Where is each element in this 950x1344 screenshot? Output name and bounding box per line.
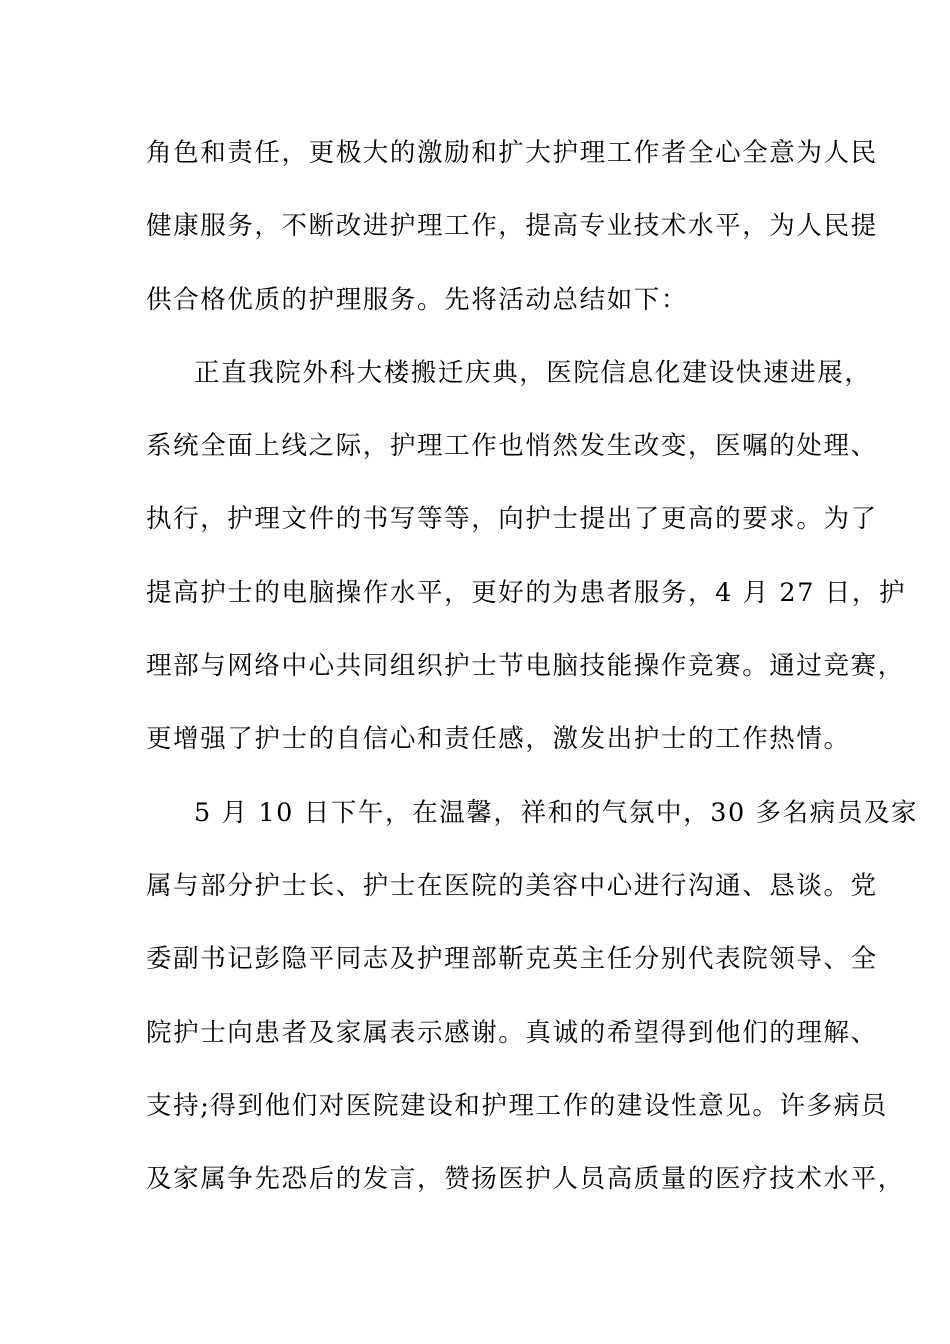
text-line: 执行，护理文件的书写等等，向护士提出了更高的要求。为了 <box>146 504 878 535</box>
text-line: 健康服务，不断改进护理工作，提高专业技术水平，为人民提 <box>146 211 878 242</box>
body-text <box>146 130 919 1229</box>
text-line: 属与部分护士长、护士在医院的美容中心进行沟通、恳谈。党 <box>146 870 878 901</box>
text-line: 供合格优质的护理服务。先将活动总结如下： <box>146 284 689 315</box>
text-line: 理部与网络中心共同组织护士节电脑技能操作竞赛。通过竞赛， <box>146 651 905 682</box>
text-line: 支持;得到他们对医院建设和护理工作的建设性意见。许多病员 <box>146 1090 888 1121</box>
text-line: 提高护士的电脑操作水平，更好的为患者服务，4 月 27 日，护 <box>146 577 907 608</box>
text-line: 院护士向患者及家属表示感谢。真诚的希望得到他们的理解、 <box>146 1017 878 1048</box>
paragraph-start-line: 5 月 10 日下午，在温馨，祥和的气氛中，30 多名病员及家 <box>194 797 919 828</box>
text-line: 角色和责任，更极大的激励和扩大护理工作者全心全意为人民 <box>146 138 878 168</box>
text-line: 及家属争先恐后的发言，赞扬医护人员高质量的医疗技术水平， <box>146 1164 905 1195</box>
text-line: 更增强了护士的自信心和责任感，激发出护士的工作热情。 <box>146 724 851 755</box>
text-line: 系统全面上线之际，护理工作也悄然发生改变，医嘱的处理、 <box>146 431 878 462</box>
text-line: 委副书记彭隐平同志及护理部靳克英主任分别代表院领导、全 <box>146 944 878 975</box>
paragraph-start-line: 正直我院外科大楼搬迁庆典，医院信息化建设快速进展， <box>194 357 872 388</box>
